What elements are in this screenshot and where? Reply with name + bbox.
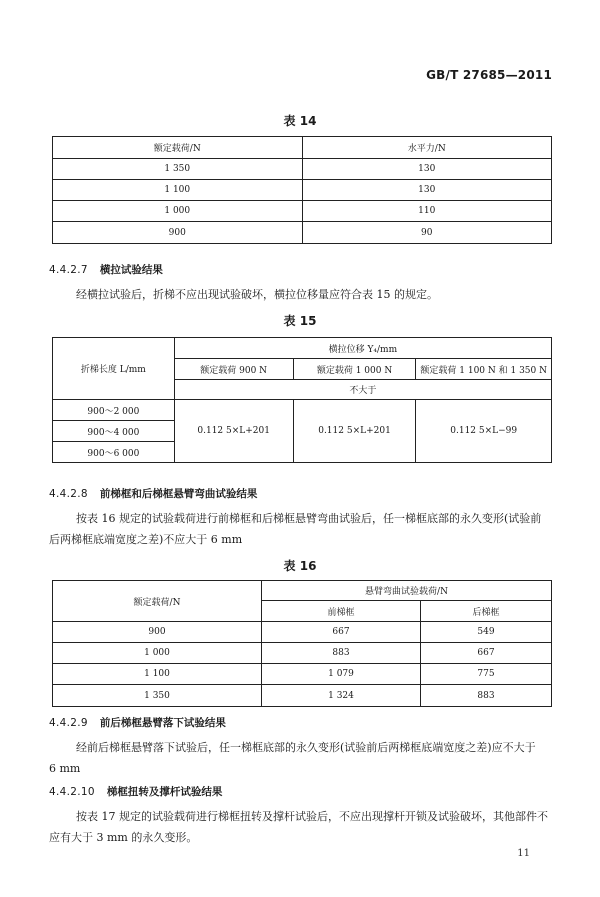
table-15 [52, 337, 552, 463]
table-15-note: 不大于 [174, 380, 551, 400]
table-16-header-rear: 后梯框 [421, 601, 552, 622]
page-number: 11 [517, 848, 530, 859]
section-4-4-2-9-body-line-2: 6 mm [49, 762, 81, 775]
standard-code: GB/T 27685—2011 [426, 68, 552, 82]
table-row: 900 90 [53, 222, 552, 244]
table-14-header-load: 额定载荷/N [53, 137, 303, 159]
table-16 [52, 580, 552, 707]
table-row: 900～4 000 [53, 421, 552, 442]
section-heading-4-4-2-8: 4.4.2.8 前梯框和后梯框悬臂弯曲试验结果 [49, 488, 258, 500]
table-15-header-1100-1350: 额定载荷 1 100 N 和 1 350 N [416, 359, 552, 380]
table-14-caption: 表 14 [283, 114, 317, 128]
section-4-4-2-8-body-line-2: 后两梯框底端宽度之差)不应大于 6 mm [49, 533, 243, 546]
section-heading-4-4-2-10: 4.4.2.10 梯框扭转及撑杆试验结果 [49, 786, 223, 798]
table-16-header-cantilever: 悬臂弯曲试验载荷/N [262, 581, 552, 601]
section-4-4-2-10-body-line-1: 按表 17 规定的试验载荷进行梯框扭转及撑杆试验后，不应出现撑杆开锁及试验破坏，其他部件不 [76, 810, 548, 823]
table-14-header-horizontal-force: 水平力/N [302, 137, 552, 159]
table-15-header-length: 折梯长度 L/mm [53, 338, 175, 400]
table-row: 1 350 1 324 883 [53, 685, 552, 707]
table-15-value-1100-1350: 0.112 5×L−99 [416, 400, 552, 463]
section-4-4-2-9-body-line-1: 经前后梯框悬臂落下试验后，任一梯框底部的永久变形(试验前后两梯框底端宽度之差)应不大于 [76, 741, 536, 754]
table-row: 1 100 130 [53, 180, 552, 201]
table-row: 1 000 883 667 [53, 643, 552, 664]
section-heading-4-4-2-9: 4.4.2.9 前后梯框悬臂落下试验结果 [49, 717, 226, 729]
table-16-header-load: 额定载荷/N [53, 581, 262, 622]
table-15-caption: 表 15 [283, 314, 317, 328]
table-15-header-displacement: 横拉位移 Y₄/mm [174, 338, 551, 359]
table-15-header-900: 额定载荷 900 N [174, 359, 293, 380]
section-heading-4-4-2-7: 4.4.2.7 横拉试验结果 [49, 264, 163, 276]
table-row: 900 667 549 [53, 622, 552, 643]
section-4-4-2-8-body-line-1: 按表 16 规定的试验载荷进行前梯框和后梯框悬臂弯曲试验后，任一梯框底部的永久变形(试验前 [76, 512, 542, 525]
section-4-4-2-10-body-line-2: 应有大于 3 mm 的永久变形。 [49, 831, 198, 844]
table-row: 900～2 000 0.112 5×L+201 0.112 5×L+201 0.112 5×L−99 [53, 400, 552, 421]
table-16-caption: 表 16 [283, 559, 317, 573]
table-row: 1 000 110 [53, 201, 552, 222]
table-row: 1 100 1 079 775 [53, 664, 552, 685]
table-16-header-front: 前梯框 [262, 601, 421, 622]
table-14 [52, 136, 552, 244]
table-15-value-900: 0.112 5×L+201 [174, 400, 293, 463]
table-row: 1 350 130 [53, 159, 552, 180]
table-15-header-1000: 额定载荷 1 000 N [293, 359, 416, 380]
table-15-value-1000: 0.112 5×L+201 [293, 400, 416, 463]
table-row: 900～6 000 [53, 442, 552, 463]
section-4-4-2-7-body: 经横拉试验后，折梯不应出现试验破坏，横拉位移量应符合表 15 的规定。 [76, 288, 438, 301]
